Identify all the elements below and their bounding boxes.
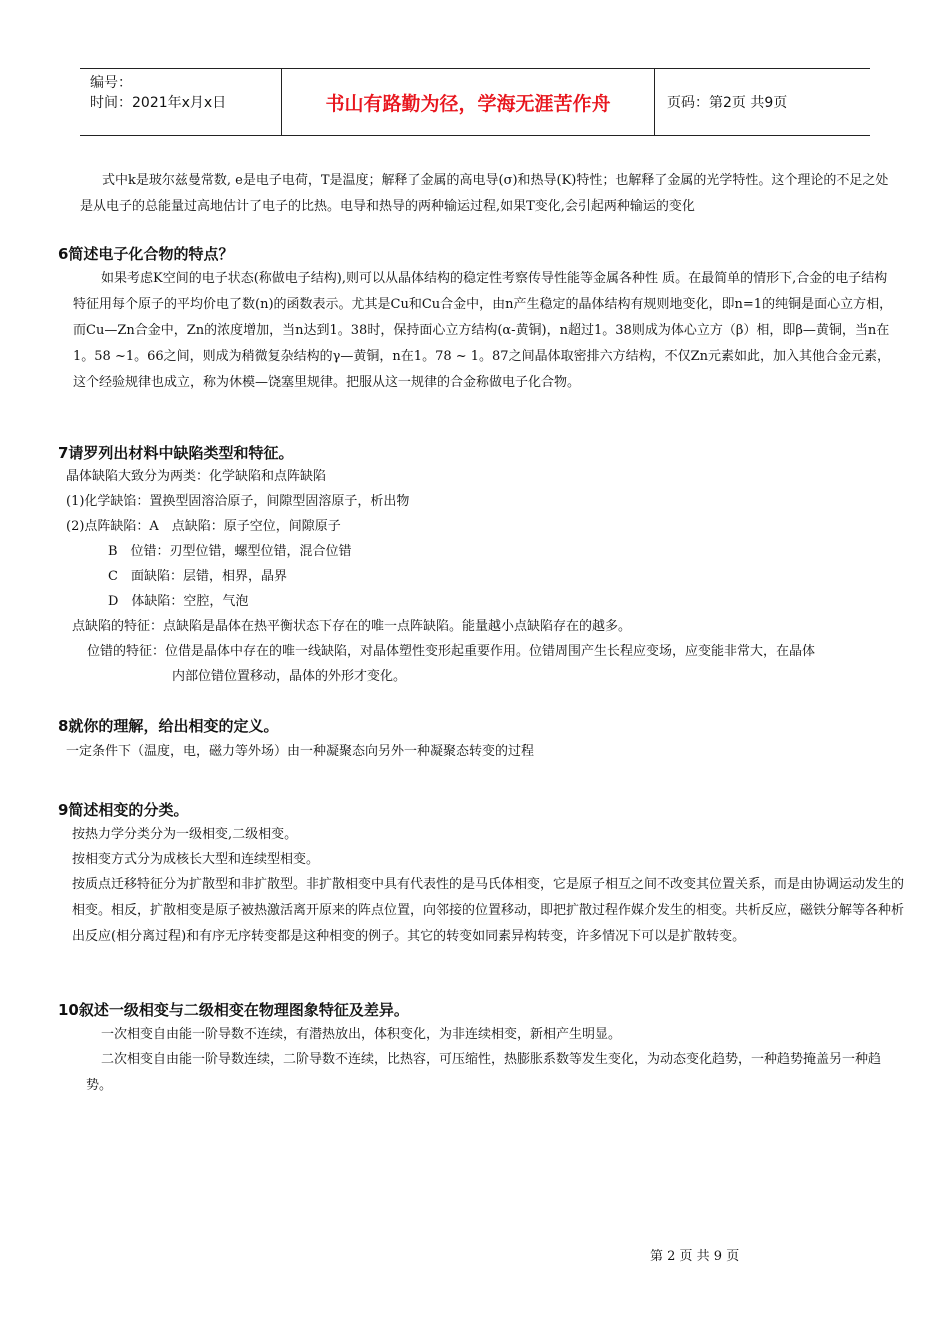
q7-line: D 体缺陷：空腔，气泡 bbox=[108, 594, 249, 609]
q9-line2: 按相变方式分为成核长大型和连续型相变。 bbox=[72, 852, 320, 867]
intro-paragraph: 式中k是玻尔兹曼常数, e是电子电荷，T是温度；解释了金属的高电导(σ)和热导(K)特性；也解释了金属的光学特性。这个理论的不足之处是从电子的总能量过高地估计了电子的比热。电导和热导的两种输运过程,如果T变化,会引起两种输运的变化 bbox=[80, 173, 889, 214]
q7-line: 晶体缺陷大致分为两类：化学缺陷和点阵缺陷 bbox=[66, 469, 327, 484]
q7-heading: 7请罗列出材料中缺陷类型和特征。 bbox=[58, 444, 294, 462]
q9-body: 按质点迁移特征分为扩散型和非扩散型。非扩散相变中具有代表性的是马氏体相变，它是原子相互之间不改变其位置关系，而是由协调运动发生的相变。相反，扩散相变是原子被热激活离开原来的阵点位置，向邻接的位置移动，即把扩散过程作媒介发生的相变。共析反应，磁铁分解等各种析出反应(相分离过程)和有序无序转变都是这种相变的例子。其它的转变如同素异构转变，许多情况下可以是扩散转变。 bbox=[72, 877, 905, 944]
q10-body: 二次相变自由能一阶导数连续，二阶导数不连续，比热容，可压缩性，热膨胀系数等发生变化，为动态变化趋势，一种趋势掩盖另一种趋势。 bbox=[86, 1052, 882, 1093]
q9-heading: 9简述相变的分类。 bbox=[58, 801, 189, 819]
header-date-label: 时间：2021年x月x日 bbox=[90, 95, 227, 111]
q6-body: 如果考虑K空间的电子状态(称做电子结构),则可以从晶体结构的稳定性考察传导性能等金属各种性 质。在最简单的情形下,合金的电子结构特征用每个原子的平均价电了数(n)的函数表示。尤其是Cu和Cu合金中，由n产生稳定的晶体结构有规则地变化，即n=1的纯铜是面心立方相，而Cu—Zn合金中，Zn的浓度增加，当n达到1。38时，保持面心立方结构(α-黄铜)，n超过1。38则成为体心立方（β）相，即β—黄铜，当n在1。58 ~1。66之间，则成为稍微复杂结构的γ—黄铜，n在1。78 ~ 1。87之间晶体取密排六方结构，不仅Zn元素如此，加入其他合金元素，这个经验规律也成立，称为休模—饶塞里规律。把服从这一规律的合金称做电子化合物。 bbox=[73, 271, 893, 390]
q7-line: 点缺陷的特征：点缺陷是晶体在热平衡状态下存在的唯一点阵缺陷。能量越小点缺陷存在的越多。 bbox=[72, 619, 632, 634]
q10-heading: 10叙述一级相变与二级相变在物理图象特征及差异。 bbox=[58, 1001, 409, 1019]
q7-line: 内部位错位置移动，晶体的外形才变化。 bbox=[172, 669, 407, 684]
q6-heading: 6简述电子化合物的特点？ bbox=[58, 245, 234, 263]
q7-line: C 面缺陷：层错，相界，晶界 bbox=[108, 569, 287, 584]
q7-line: (2)点阵缺陷：A 点缺陷：原子空位，间隙原子 bbox=[66, 519, 341, 534]
q7-line: (1)化学缺馅：置换型固溶洽原子，间隙型固溶原子，析出物 bbox=[66, 494, 410, 509]
header-page-label: 页码：第2页 共9页 bbox=[667, 95, 788, 111]
q7-line: B 位错：刃型位错，螺型位错，混合位错 bbox=[108, 544, 352, 559]
page-footer: 第 2 页 共 9 页 bbox=[650, 1249, 740, 1264]
header-info bbox=[80, 69, 282, 135]
q10-line1: 一次相变自由能一阶导数不连续，有潜热放出，体积变化，为非连续相变，新相产生明显。 bbox=[101, 1027, 622, 1042]
q9-line1: 按热力学分类分为一级相变,二级相变。 bbox=[72, 827, 298, 842]
header-number-label: 编号： bbox=[90, 75, 132, 91]
q7-line: 位错的特征：位借是晶体中存在的唯一线缺陷，对晶体塑性变形起重要作用。位错周围产生长程应变场，应变能非常大，在晶体 bbox=[87, 644, 816, 659]
header-motto: 书山有路勤为径，学海无涯苦作舟 bbox=[282, 69, 655, 135]
q8-heading: 8就你的理解，给出相变的定义。 bbox=[58, 717, 279, 735]
page-header bbox=[80, 68, 870, 136]
q8-body: 一定条件下（温度，电，磁力等外场）由一种凝聚态向另外一种凝聚态转变的过程 bbox=[66, 744, 535, 759]
